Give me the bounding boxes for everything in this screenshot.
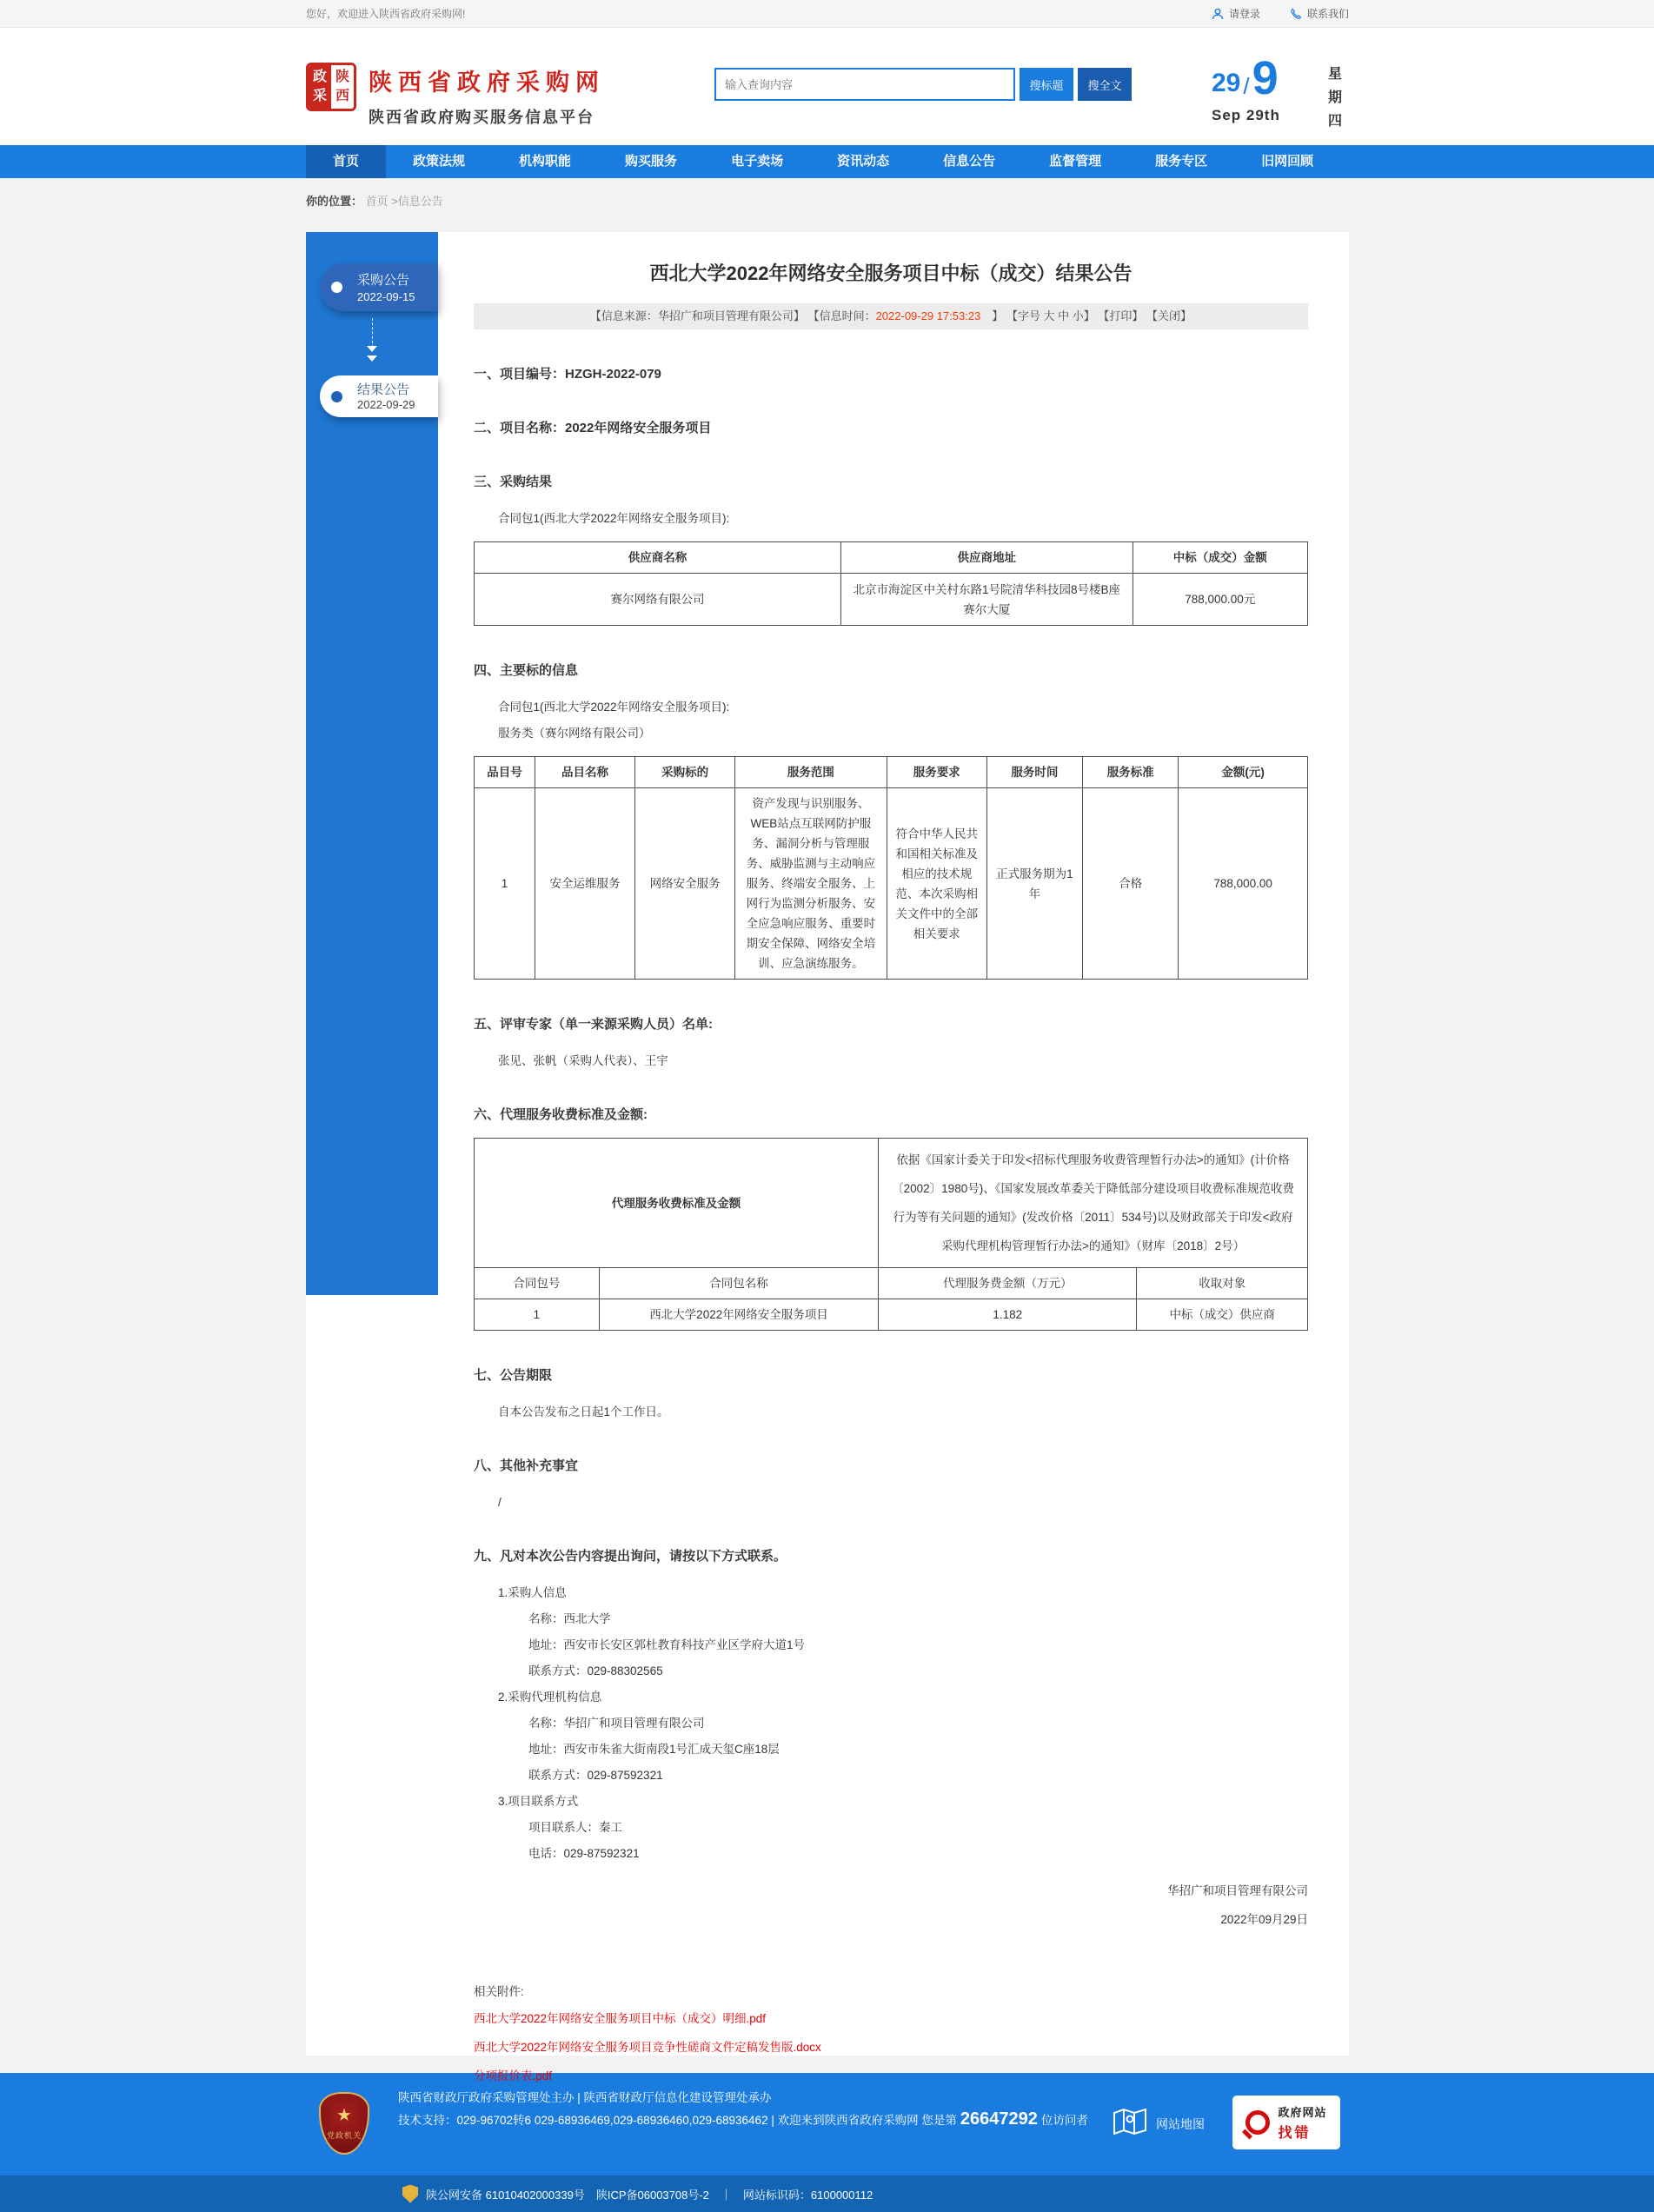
footer <box>0 2073 1654 2175</box>
topbar <box>0 0 1654 28</box>
service-type-line: 服务类（赛尔网络有限公司） <box>498 727 651 740</box>
table-header-row: 供应商名称 供应商地址 中标（成交）金额 <box>475 542 1308 574</box>
fee-payer: 中标（成交）供应商 <box>1137 1299 1308 1331</box>
contact-link[interactable]: 联系我们 <box>1290 6 1349 21</box>
agency-fee-amount: 1.182 <box>879 1299 1137 1331</box>
page-title: 西北大学2022年网络安全服务项目中标（成交）结果公告 <box>649 262 1133 284</box>
timeline-sidebar <box>306 232 438 1295</box>
date-day: 29 <box>1212 68 1241 97</box>
sidebar-item-purchase-announcement[interactable]: 采购公告 2022-09-15 <box>320 263 438 311</box>
attachments-label: 相关附件: <box>474 1985 524 1998</box>
footer-support-line: 技术支持：029-96702转6 029-68936469,029-68936460,029-68936462 | 欢迎来到陕西省政府采购网 您是第 26647292 位访问者 <box>398 2109 1088 2129</box>
nav-item-old-site[interactable]: 旧网回顾 <box>1261 154 1314 169</box>
site-logo[interactable] <box>306 63 605 128</box>
item-name: 安全运维服务 <box>535 788 635 980</box>
fee-standard-basis: 依据《国家计委关于印发<招标代理服务收费管理暂行办法>的通知》(计价格〔2002〕1980号)、《国家发展改革委关于降低部分建设项目收费标准规范收费行为等有关问题的通知》(发改价格〔2011〕534号)以及财政部关于印发<政府采购代理机构管理暂行办法>的通知》（财库〔2018〕2号） <box>879 1139 1308 1268</box>
contact-line: 电话：029-87592321 <box>528 1847 640 1860</box>
fontsize-control[interactable]: 【字号 大 中 小】 <box>1006 309 1095 322</box>
main-nav <box>0 145 1654 178</box>
table-header-row: 合同包号 合同包名称 代理服务费金额（万元） 收取对象 <box>475 1268 1308 1299</box>
result-table <box>474 541 1308 626</box>
section-8-other: 八、其他补充事宜 <box>474 1458 579 1473</box>
search-fulltext-button[interactable]: 搜全文 <box>1078 68 1132 101</box>
section-4-bid-info: 四、主要标的信息 <box>474 663 579 678</box>
contact-line: 2.采购代理机构信息 <box>498 1691 602 1704</box>
section-7-announcement-period: 七、公告期限 <box>474 1368 553 1383</box>
close-button[interactable]: 【关闭】 <box>1146 309 1192 322</box>
site-header <box>0 28 1654 145</box>
procurement-target: 网络安全服务 <box>635 788 735 980</box>
amount: 788,000.00 <box>1179 788 1308 980</box>
contact-line: 名称：西北大学 <box>528 1612 611 1625</box>
package-name: 西北大学2022年网络安全服务项目 <box>599 1299 878 1331</box>
breadcrumb-zone <box>0 178 1654 232</box>
attachment-link[interactable]: 分项报价表.pdf <box>474 2069 553 2082</box>
gov-site-error-report-badge[interactable]: 政府网站 找错 <box>1232 2096 1340 2149</box>
nav-item-supervision[interactable]: 监督管理 <box>1049 154 1102 169</box>
contact-line: 名称：华招广和项目管理有限公司 <box>528 1717 705 1730</box>
login-link[interactable]: 请登录 <box>1212 6 1260 21</box>
breadcrumb: 你的位置： 首页 >信息公告 <box>306 195 443 208</box>
contact-line: 地址：西安市长安区郭杜教育科技产业区学府大道1号 <box>528 1638 806 1651</box>
announcement-period-text: 自本公告发布之日起1个工作日。 <box>498 1405 669 1418</box>
print-button[interactable]: 【打印】 <box>1098 309 1144 322</box>
footer-strip <box>0 2175 1654 2212</box>
section-6-agency-fee: 六、代理服务收费标准及金额: <box>474 1107 648 1122</box>
table-row <box>475 1139 1308 1268</box>
phone-icon <box>1290 8 1302 20</box>
item-number: 1 <box>475 788 535 980</box>
agency-fee-table <box>474 1138 1308 1331</box>
contact-line: 地址：西安市朱雀大街南段1号汇成天玺C座18层 <box>528 1743 780 1756</box>
search-bar <box>714 68 1132 101</box>
expert-names: 张见、张帆（采购人代表）、王宇 <box>498 1054 668 1067</box>
award-amount: 788,000.00元 <box>1133 574 1307 626</box>
info-time-value: 2022-09-29 17:53:23 <box>875 309 981 322</box>
footer-organizer-line: 陕西省财政厅政府采购管理处主办 | 陕西省财政厅信息化建设管理处承办 <box>398 2091 772 2104</box>
section-1-project-number: 一、项目编号：HZGH-2022-079 <box>474 367 661 382</box>
search-title-button[interactable]: 搜标题 <box>1020 68 1073 101</box>
timeline-dot <box>331 282 342 293</box>
fee-standard-label: 代理服务收费标准及金额 <box>475 1139 879 1268</box>
table-header-row: 品目号 品目名称 采购标的 服务范围 服务要求 服务时间 服务标准 金额(元) <box>475 757 1308 788</box>
sitemap-link[interactable]: 网站地图 <box>1113 2108 1205 2140</box>
attachment-link[interactable]: 西北大学2022年网络安全服务项目中标（成交）明细.pdf <box>474 2012 767 2025</box>
timeline-arrow-icon <box>306 318 438 367</box>
map-icon <box>1113 2108 1147 2140</box>
nav-item-e-market[interactable]: 电子卖场 <box>731 154 784 169</box>
table-row <box>475 574 1308 626</box>
package-number: 1 <box>475 1299 600 1331</box>
info-source: 【信息来源：华招广和项目管理有限公司】 <box>589 309 805 322</box>
section-3-result: 三、采购结果 <box>474 475 553 489</box>
nav-item-home[interactable]: 首页 <box>306 145 386 178</box>
nav-item-policies[interactable]: 政策法规 <box>413 154 466 169</box>
section-5-experts: 五、评审专家（单一来源采购人员）名单: <box>474 1017 713 1032</box>
logo-seal-icon: 政 采 陕 西 <box>306 63 356 111</box>
date-widget: 29 / 9 Sep 29th <box>1212 52 1280 123</box>
date-month: 9 <box>1252 52 1279 104</box>
contract-package-line: 合同包1(西北大学2022年网络安全服务项目): <box>498 701 730 714</box>
contact-line: 联系方式：029-88302565 <box>528 1664 663 1677</box>
service-scope: 资产发现与识别服务、WEB站点互联网防护服务、漏洞分析与管理服务、威胁监测与主动响应服务、终端安全服务、上网行为监测分析服务、安全应急响应服务、重要时期安全保障、网络安全培训、应急演练服务。 <box>735 788 887 980</box>
attachment-link[interactable]: 西北大学2022年网络安全服务项目竞争性磋商文件定稿发售版.docx <box>474 2041 821 2054</box>
service-period: 正式服务期为1年 <box>986 788 1082 980</box>
breadcrumb-path[interactable]: 首页 >信息公告 <box>365 195 443 208</box>
section-2-project-name: 二、项目名称：2022年网络安全服务项目 <box>474 421 712 435</box>
beian-info: 陕公网安备 61010402000339号 陕ICP备06003708号-2 ｜ 网站标识码：6100000112 <box>426 2188 873 2202</box>
section-9-contact: 九、凡对本次公告内容提出询问，请按以下方式联系。 <box>474 1549 787 1564</box>
supplier-name: 赛尔网络有限公司 <box>475 574 841 626</box>
nav-item-announcements[interactable]: 信息公告 <box>943 154 996 169</box>
service-requirement: 符合中华人民共和国相关标准及相应的技术规范、本次采购相关文件中的全部相关要求 <box>887 788 986 980</box>
search-input[interactable] <box>714 68 1015 101</box>
contact-line: 3.项目联系方式 <box>498 1795 579 1808</box>
contact-line: 联系方式：029-87592321 <box>528 1769 663 1782</box>
contact-line: 项目联系人：秦工 <box>528 1821 622 1834</box>
site-title: 陕西省政府采购网 <box>369 70 605 96</box>
signature-company: 华招广和项目管理有限公司 <box>1167 1884 1308 1897</box>
nav-item-purchase-service[interactable]: 购买服务 <box>625 154 678 169</box>
signature-block <box>474 1877 1308 1934</box>
date-english: Sep 29th <box>1212 106 1280 123</box>
table-row <box>475 788 1308 980</box>
contact-line: 1.采购人信息 <box>498 1586 567 1599</box>
table-row <box>475 1299 1308 1331</box>
nav-item-functions[interactable]: 机构职能 <box>519 154 572 169</box>
bid-detail-table <box>474 756 1308 980</box>
info-time-label: 【信息时间： <box>807 309 876 322</box>
nav-item-news[interactable]: 资讯动态 <box>837 154 890 169</box>
timeline-dot <box>331 391 342 402</box>
sidebar-item-result-announcement[interactable]: 结果公告 2022-09-29 <box>320 375 438 417</box>
welcome-text: 您好，欢迎进入陕西省政府采购网! <box>306 8 466 20</box>
signature-date: 2022年09月29日 <box>1220 1913 1308 1926</box>
nav-item-service-zone[interactable]: 服务专区 <box>1155 154 1208 169</box>
shield-badge-icon <box>402 2185 418 2203</box>
magnifier-icon <box>1245 2110 1270 2135</box>
service-standard: 合格 <box>1083 788 1179 980</box>
government-emblem-icon: ★ 党政机关 <box>319 2092 369 2155</box>
article <box>474 232 1308 2085</box>
site-subtitle: 陕西省政府购买服务信息平台 <box>369 109 595 126</box>
visitor-count: 26647292 <box>960 2109 1038 2129</box>
supplier-address: 北京市海淀区中关村东路1号院清华科技园8号楼B座赛尔大厦 <box>840 574 1133 626</box>
person-icon <box>1212 8 1224 20</box>
main-area <box>0 232 1654 2082</box>
article-meta-bar: 【信息来源：华招广和项目管理有限公司】 【信息时间：2022-09-29 17:53:23 】 【字号 大 中 小】 【打印】 【关闭】 <box>474 303 1308 329</box>
weekday-label: 星 期 四 <box>1327 67 1342 129</box>
contract-package-line: 合同包1(西北大学2022年网络安全服务项目): <box>498 512 730 525</box>
other-text: / <box>498 1496 502 1509</box>
